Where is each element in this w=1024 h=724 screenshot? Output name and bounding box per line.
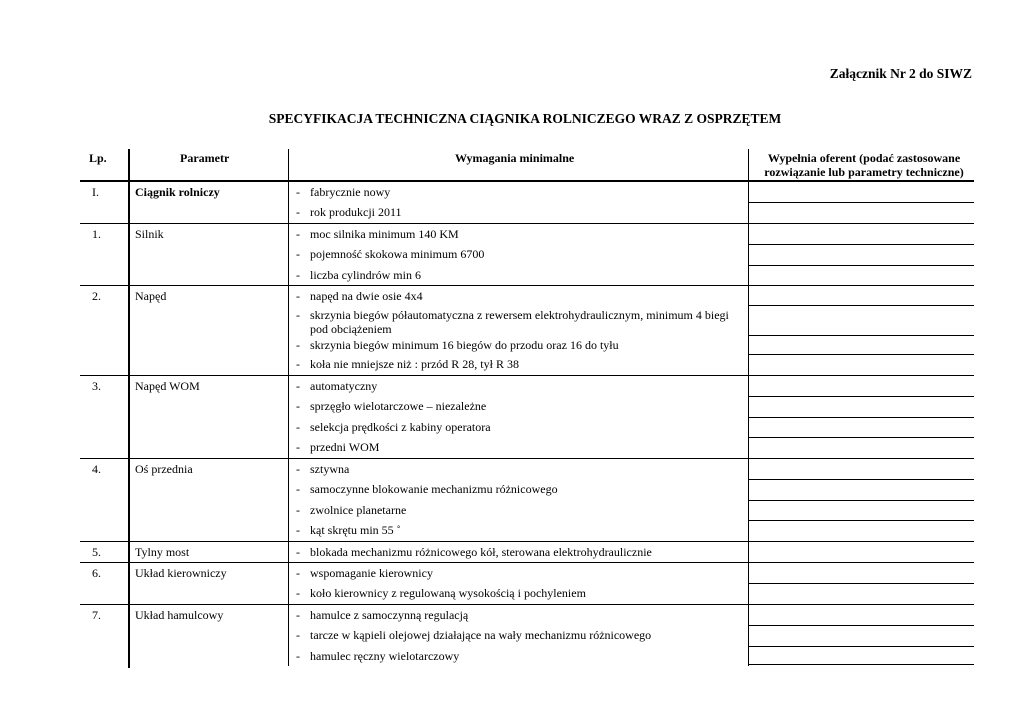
requirement-text: moc silnika minimum 140 KM bbox=[310, 227, 459, 241]
row-parameter: Napęd bbox=[135, 289, 167, 303]
bullet-dash: - bbox=[296, 379, 300, 393]
requirement-text: skrzynia biegów półautomatyczna z rewersem elektrohydraulicznym, minimum 4 biegi bbox=[310, 308, 729, 322]
offer-cell-rule bbox=[748, 664, 974, 665]
bullet-dash: - bbox=[296, 420, 300, 434]
requirement-item bbox=[296, 420, 491, 434]
row-lp: 7. bbox=[92, 608, 101, 622]
row-parameter: Tylny most bbox=[135, 545, 190, 559]
requirement-item bbox=[296, 308, 729, 322]
requirement-text: blokada mechanizmu różnicowego kół, sterowana elektrohydraulicznie bbox=[310, 545, 652, 559]
requirement-text: kąt skrętu min 55 ˚ bbox=[310, 523, 401, 537]
requirement-text: rok produkcji 2011 bbox=[310, 205, 402, 219]
requirement-item bbox=[296, 482, 558, 496]
requirement-text: selekcja prędkości z kabiny operatora bbox=[310, 420, 491, 434]
bullet-dash: - bbox=[296, 608, 300, 622]
row-rule bbox=[80, 604, 974, 605]
row-parameter: Silnik bbox=[135, 227, 164, 241]
row-rule bbox=[80, 223, 974, 224]
row-lp: I. bbox=[92, 185, 99, 199]
bullet-dash: - bbox=[296, 338, 300, 352]
requirement-item bbox=[296, 586, 586, 600]
row-rule bbox=[80, 285, 974, 286]
bullet-dash: - bbox=[296, 462, 300, 476]
offer-cell-rule bbox=[748, 625, 974, 626]
bullet-dash: - bbox=[296, 566, 300, 580]
requirement-text: fabrycznie nowy bbox=[310, 185, 391, 199]
requirement-item bbox=[296, 357, 519, 371]
bullet-dash: - bbox=[296, 503, 300, 517]
offer-cell-rule bbox=[748, 646, 974, 647]
bullet-dash: - bbox=[296, 185, 300, 199]
requirement-text: pojemność skokowa minimum 6700 bbox=[310, 247, 485, 261]
requirement-item bbox=[296, 503, 406, 517]
requirement-item bbox=[296, 227, 459, 241]
requirement-item bbox=[296, 628, 651, 642]
requirement-item bbox=[296, 399, 486, 413]
requirement-text: skrzynia biegów minimum 16 biegów do przodu oraz 16 do tyłu bbox=[310, 338, 619, 352]
bullet-dash: - bbox=[296, 289, 300, 303]
offer-cell-rule bbox=[748, 500, 974, 501]
row-lp: 2. bbox=[92, 289, 101, 303]
requirement-item bbox=[296, 247, 484, 261]
requirement-item bbox=[296, 268, 421, 282]
row-lp: 4. bbox=[92, 462, 101, 476]
row-lp: 1. bbox=[92, 227, 101, 241]
bullet-dash: - bbox=[296, 308, 300, 322]
column-rule-requirements bbox=[748, 149, 749, 666]
bullet-dash: - bbox=[296, 205, 300, 219]
row-parameter: Ciągnik rolniczy bbox=[135, 185, 220, 199]
column-header-offer bbox=[752, 151, 976, 179]
requirement-text: tarcze w kąpieli olejowej działające na wały mechanizmu różnicowego bbox=[310, 628, 652, 642]
requirement-text: automatyczny bbox=[310, 379, 378, 393]
header-rule bbox=[80, 180, 974, 182]
requirement-item bbox=[296, 545, 652, 559]
bullet-dash: - bbox=[296, 586, 300, 600]
row-rule bbox=[80, 541, 974, 542]
column-header-lp: Lp. bbox=[89, 151, 107, 165]
column-header-offer-line1: Wypełnia oferent (podać zastosowane bbox=[767, 151, 961, 165]
requirement-text: przedni WOM bbox=[310, 440, 380, 454]
requirement-text: hamulce z samoczynną regulacją bbox=[310, 608, 469, 622]
offer-cell-rule bbox=[748, 354, 974, 355]
requirement-item bbox=[296, 440, 379, 454]
bullet-dash: - bbox=[296, 545, 300, 559]
requirement-item bbox=[296, 608, 468, 622]
requirement-item bbox=[296, 185, 390, 199]
requirement-item bbox=[296, 566, 433, 580]
requirement-item bbox=[296, 338, 619, 352]
offer-cell-rule bbox=[748, 202, 974, 203]
offer-cell-rule bbox=[748, 520, 974, 521]
bullet-dash: - bbox=[296, 268, 300, 282]
offer-cell-rule bbox=[748, 305, 974, 306]
requirement-item bbox=[296, 205, 402, 219]
row-parameter: Napęd WOM bbox=[135, 379, 200, 393]
requirement-item bbox=[296, 379, 377, 393]
offer-cell-rule bbox=[748, 265, 974, 266]
requirement-item bbox=[296, 289, 423, 303]
requirement-text: wspomaganie kierownicy bbox=[310, 566, 433, 580]
requirement-item bbox=[296, 523, 401, 537]
row-lp: 3. bbox=[92, 379, 101, 393]
requirement-text-continuation: pod obciążeniem bbox=[310, 322, 392, 336]
bullet-dash: - bbox=[296, 399, 300, 413]
bullet-dash: - bbox=[296, 227, 300, 241]
bullet-dash: - bbox=[296, 628, 300, 642]
row-rule bbox=[80, 375, 974, 376]
requirement-text: napęd na dwie osie 4x4 bbox=[310, 289, 423, 303]
row-parameter: Układ hamulcowy bbox=[135, 608, 224, 622]
offer-cell-rule bbox=[748, 396, 974, 397]
bullet-dash: - bbox=[296, 649, 300, 663]
row-rule bbox=[80, 562, 974, 563]
offer-cell-rule bbox=[748, 244, 974, 245]
requirement-text: sprzęgło wielotarczowe – niezależne bbox=[310, 399, 487, 413]
requirement-text: koło kierownicy z regulowaną wysokością i pochyleniem bbox=[310, 586, 586, 600]
offer-cell-rule bbox=[748, 417, 974, 418]
requirement-text: zwolnice planetarne bbox=[310, 503, 407, 517]
offer-cell-rule bbox=[748, 479, 974, 480]
offer-cell-rule bbox=[748, 335, 974, 336]
document-title: SPECYFIKACJA TECHNICZNA CIĄGNIKA ROLNICZEGO WRAZ Z OSPRZĘTEM bbox=[268, 111, 782, 126]
bullet-dash: - bbox=[296, 247, 300, 261]
annex-label: Załącznik Nr 2 do SIWZ bbox=[829, 66, 972, 81]
column-rule-parameter bbox=[288, 149, 289, 666]
column-rule-lp bbox=[128, 149, 130, 668]
row-lp: 6. bbox=[92, 566, 101, 580]
row-lp: 5. bbox=[92, 545, 101, 559]
bullet-dash: - bbox=[296, 357, 300, 371]
bullet-dash: - bbox=[296, 440, 300, 454]
requirement-text: liczba cylindrów min 6 bbox=[310, 268, 421, 282]
requirement-item bbox=[296, 649, 459, 663]
bullet-dash: - bbox=[296, 482, 300, 496]
column-header-parameter: Parametr bbox=[180, 151, 230, 165]
row-parameter: Oś przednia bbox=[135, 462, 193, 476]
requirement-item bbox=[296, 462, 349, 476]
column-header-requirements: Wymagania minimalne bbox=[455, 151, 575, 165]
bullet-dash: - bbox=[296, 523, 300, 537]
requirement-text: sztywna bbox=[310, 462, 350, 476]
requirement-text: hamulec ręczny wielotarczowy bbox=[310, 649, 460, 663]
row-rule bbox=[80, 458, 974, 459]
column-header-offer-line2: rozwiązanie lub parametry techniczne) bbox=[764, 165, 964, 179]
offer-cell-rule bbox=[748, 437, 974, 438]
requirement-text: koła nie mniejsze niż : przód R 28, tył R 38 bbox=[310, 357, 519, 371]
requirement-text: samoczynne blokowanie mechanizmu różnicowego bbox=[310, 482, 558, 496]
offer-cell-rule bbox=[748, 583, 974, 584]
row-parameter: Układ kierowniczy bbox=[135, 566, 227, 580]
